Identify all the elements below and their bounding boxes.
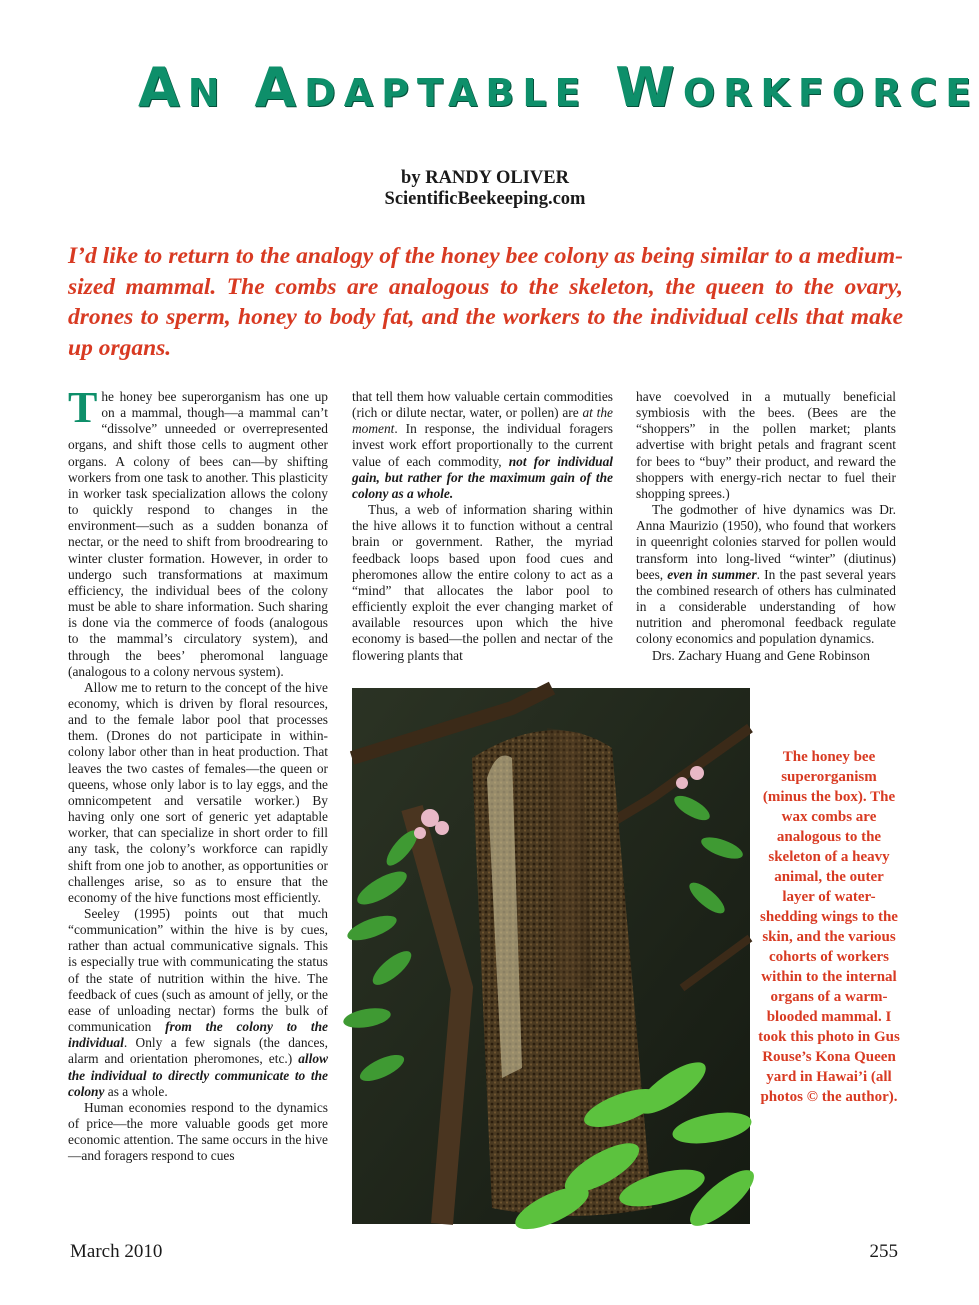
drop-cap: T: [68, 383, 98, 432]
paragraph: Allow me to return to the concept of the hive economy, which is driven by floral resources, and to the female labor pool that processes them. (Drones do not participate in within-colony labor other than in heat production. That leaves the two castes of females—the queen or queens, whose only labor is to lay eggs, and the omnicompetent and versatile worker.) By having only one sort of generic yet adaptable worker, that can specialize in short order to fill any task, the colony’s workforce can rapidly shift from one job to another, as opportunities or challenges arise, so as to ensure that the economy of the hive functions most efficiently.: [68, 679, 328, 905]
emphasis-text: not for individual gain, but rather for the maximum gain of the colony as a whole.: [352, 453, 614, 501]
photo-caption: The honey bee superorganism (minus the box). The wax combs are analogous to the skeleton of a heavy animal, the outer layer of water-shedding wings to the skin, and the various cohorts of workers within to the internal organs of a warm-blooded mammal. I took this photo in Gus Rouse’s Kona Queen yard in Hawai’i (all photos © the author).: [758, 749, 900, 1105]
text-run: Seeley (1995) points out that much “communication” within the hive is by cues, rather than actual communicative signals. This is especially true with communicating the status of the state of nutrition within the hive. The feedback of cues (such as amount of jelly, or the ease of unloading nectar) forms the bulk of communication: [68, 906, 328, 1035]
text-column-3: [636, 389, 896, 683]
paragraph: have coevolved in a mutually beneficial symbiosis with the bees. (Bees are the “shoppers” in the pollen market; plants advertise with bright petals and fragrant scent for bees to “buy” their product, and reward the shoppers with energy-rich nectar to fuel their shopping sprees.): [636, 389, 896, 501]
text-run: The godmother of hive dynamics was Dr. Anna Maurizio (1950), who found that workers in queenright colonies starved for pollen would transform into long-lived “winter” (diutinus) bees,: [636, 502, 896, 582]
text-column-2: [352, 389, 613, 683]
paragraph: Drs. Zachary Huang and Gene Robinson: [652, 647, 870, 663]
paragraph-text: he honey bee superorganism has one up on a mammal, though—a mammal can’t “dissolve” unneeded or overrepresented organs, and shift those cells to augment other organs. A colony of bees can—by shifting workers from one task to another. This plasticity in worker task specialization allows the colony to quickly respond to changes in the environment—such as a sudden bonanza of nectar, or the need to shift from broodrearing to winter cluster formation. However, in order to undergo such transformations at maximum efficiency, the individual bees of the colony must be able to share information. Such sharing is done via the commerce of foods (analogous to the mammal’s circulatory system), and through the bees’ pheromonal language (analogous to a colony nervous system).: [68, 389, 328, 679]
text-run: . In the past several years the combined research of others has culminated in a considerable understanding of how nutrition and pheromonal feedback regulate colony economics and population dynamics.: [636, 566, 896, 647]
emphasis-text: from the colony to the individual: [68, 1019, 328, 1051]
paragraph: [636, 502, 896, 647]
paragraph: [68, 906, 328, 1100]
text-column-1: [68, 383, 328, 1229]
author-website: ScientificBeekeeping.com: [384, 189, 586, 209]
text-run: as a whole.: [104, 1083, 168, 1099]
italic-text: at the moment: [352, 405, 613, 437]
honey-bee-colony-photo: [352, 688, 750, 1224]
emphasis-text: even in summer: [667, 566, 757, 582]
text-run: . Only a few signals (the dances, alarm and orientation pheromones, etc.): [68, 1035, 328, 1067]
paragraph: [68, 383, 328, 680]
page-number: 255: [869, 1241, 898, 1262]
text-run: . In response, the individual foragers invest work effort proportionally to the current value of each commodity,: [352, 421, 613, 469]
text-run: that tell them how valuable certain commodities (rich or dilute nectar, water, or pollen) are: [352, 389, 613, 421]
lead-paragraph: I’d like to return to the analogy of the honey bee colony as being similar to a medium-sized mammal. The combs are analogous to the skeleton, the queen to the ovary, drones to sperm, honey to body fat, and the workers to the individual cells that make up organs.: [68, 243, 903, 361]
paragraph: Human economies respond to the dynamics of price—the more valuable goods get more economic attention. The same occurs in the hive—and foragers respond to cues: [68, 1099, 328, 1164]
byline-block: [340, 168, 630, 210]
article-title: An Adaptable Workforce: [138, 56, 979, 119]
issue-date: March 2010: [70, 1241, 163, 1262]
emphasis-text: allow the individual to directly communicate to the colony: [68, 1051, 328, 1099]
paragraph: Thus, a web of information sharing within the hive allows it to function without a central brain or government. Rather, the myriad feedback loops based upon food cues and pheromones allow the entire colony to act as a “mind” that allocates the labor pool to efficiently exploit the ever changing market of available resources upon which the hive economy is based—the pollen and nectar of the flowering plants that: [352, 502, 613, 663]
author-name: by RANDY OLIVER: [401, 168, 569, 188]
paragraph: [352, 389, 613, 502]
photo-illustration: [352, 688, 750, 1224]
